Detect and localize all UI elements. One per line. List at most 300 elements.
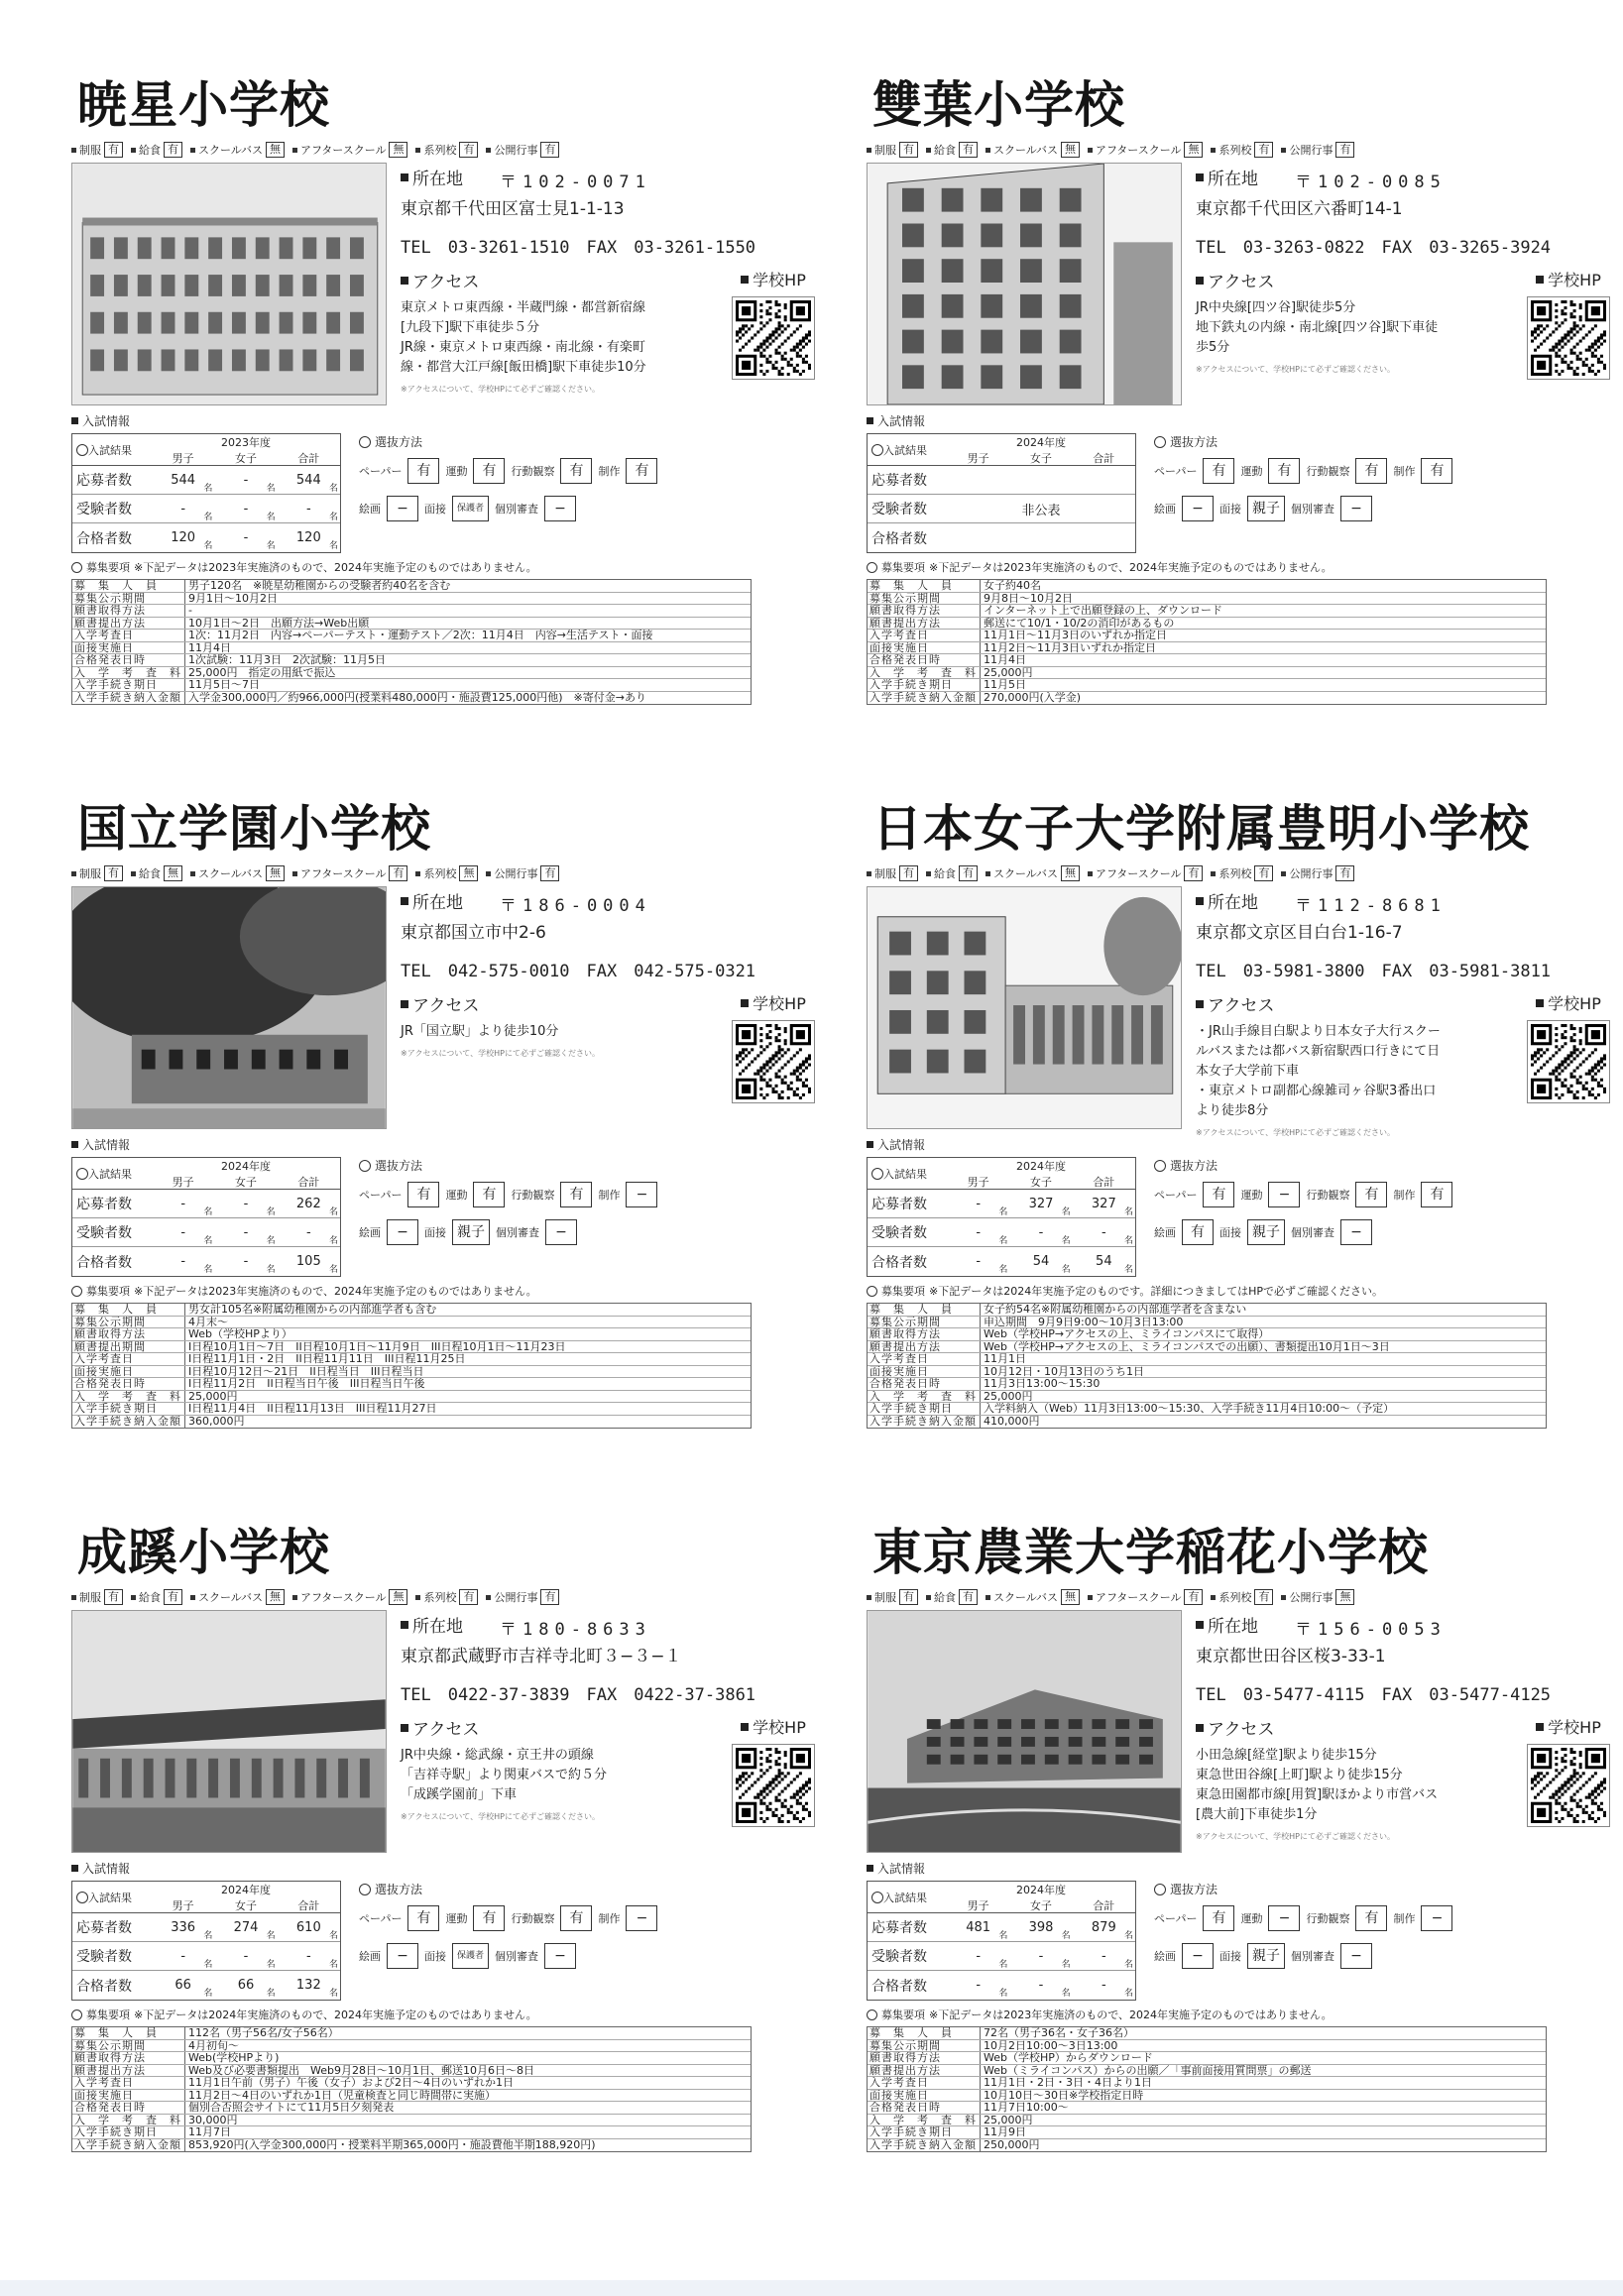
requirements-row (868, 2065, 1546, 2078)
address-label-text: 所在地 (412, 893, 463, 913)
circle-icon (359, 1160, 371, 1172)
bullet-icon (1196, 1000, 1204, 1008)
selection-key: 行動観察 (1306, 465, 1350, 478)
requirements-value: 11月2日〜4日のいずれか1日（児童検査と同じ時間帯に実施） (188, 2089, 496, 2101)
unit-label: 名 (203, 1206, 213, 1217)
selection-key: 面接 (424, 1226, 446, 1239)
qr-code-icon[interactable] (1531, 300, 1606, 376)
qr-code-icon[interactable] (736, 300, 811, 376)
selection-row (359, 1182, 837, 1207)
results-header (868, 1158, 1135, 1190)
requirements-row (72, 1304, 751, 1317)
bullet-icon (131, 148, 136, 153)
feature-tag-label: スクールバス (198, 144, 264, 157)
tel-fax: TEL 03-3261-1510 FAX 03-3261-1550 (401, 238, 756, 258)
requirements-table (867, 579, 1547, 705)
bullet-icon (1536, 1723, 1544, 1731)
requirements-row (72, 2102, 751, 2115)
feature-tag-value: 無 (266, 865, 285, 881)
selection-methods (359, 433, 837, 553)
school-info (387, 163, 837, 410)
requirements-value: 個別合否照会サイトにて11月5日夕刻発表 (188, 2102, 395, 2114)
results-header (72, 1158, 340, 1190)
selection-key: 運動 (445, 1912, 468, 1925)
bullet-icon (926, 148, 931, 153)
requirements-value: Web（学校HP）からダウンロード (984, 2052, 1153, 2064)
selection-key: 絵画 (1154, 1950, 1176, 1963)
selection-key: 運動 (445, 1189, 468, 1202)
feature-tag-value: 無 (1335, 1589, 1354, 1605)
results-row (868, 1218, 1135, 1247)
feature-tag (1088, 865, 1203, 881)
qr-code-icon[interactable] (1531, 1024, 1606, 1099)
bullet-icon (401, 1621, 408, 1629)
results-col-label: 女子 (1029, 451, 1052, 465)
requirements-key: 入学考査日 (868, 630, 981, 641)
selection-row (359, 496, 837, 521)
school-card (71, 1527, 837, 2250)
qr-box[interactable] (732, 296, 815, 380)
feature-tag-value: 有 (959, 1589, 978, 1605)
bullet-icon (1211, 148, 1216, 153)
results-title (72, 1882, 152, 1912)
requirements-value: 25,000円 (984, 666, 1033, 678)
qr-code-icon[interactable] (736, 1748, 811, 1823)
circle-icon (867, 1286, 877, 1297)
requirements-row (868, 1366, 1546, 1379)
requirements-row (72, 1378, 751, 1391)
requirements-row (868, 618, 1546, 631)
requirements-key: 募集公示期間 (868, 593, 981, 605)
school-name (867, 1527, 1435, 1582)
access-line: 東京メトロ東西線・半蔵門線・都営新宿線[九段下]駅下車徒歩５分 (401, 300, 646, 335)
access-note: ※アクセスについて、学校HPにて必ずご確認ください。 (401, 1049, 600, 1058)
selection-value: − (1421, 1905, 1452, 1931)
requirements-row (72, 1366, 751, 1379)
requirements-row (868, 692, 1546, 704)
results-value: - 名 (1038, 1948, 1071, 1970)
school-name-text: 国立学園小学校 (77, 803, 431, 858)
address-label-text: 所在地 (412, 1617, 463, 1637)
school-hp[interactable] (714, 268, 833, 380)
bullet-icon (71, 1595, 76, 1600)
selection-key: ペーパー (359, 465, 403, 478)
feature-tag-value: 有 (1254, 865, 1273, 881)
requirements-key: 募集公示期間 (72, 2040, 185, 2052)
selection-key: 制作 (1393, 1189, 1416, 1202)
bullet-icon (867, 1141, 873, 1148)
feature-tag-value: 無 (389, 142, 407, 158)
results-title (868, 1158, 947, 1189)
results-value: 262 名 (295, 1196, 338, 1217)
feature-tag-label: 給食 (934, 1591, 956, 1604)
requirements-value: 郵送にて10/1・10/2の消印があるもの (984, 617, 1175, 629)
hp-label (1509, 1715, 1623, 1738)
unit-label: 名 (1123, 1206, 1133, 1217)
requirements-row (72, 2115, 751, 2127)
selection-value: 有 (1421, 1182, 1452, 1207)
circle-icon (871, 444, 883, 456)
requirements-row (72, 1341, 751, 1354)
requirements-row (72, 1328, 751, 1341)
access-label-text: アクセス (1208, 273, 1275, 292)
results-value: 105 名 (295, 1254, 338, 1275)
requirements-label (867, 2007, 1623, 2022)
results-value: - 名 (180, 1254, 213, 1275)
unit-label: 名 (203, 1959, 213, 1970)
circle-icon (359, 1884, 371, 1895)
requirements-row (868, 630, 1546, 642)
requirements-key: 入学考査日 (868, 1353, 981, 1365)
requirements-value: 270,000円(入学金) (984, 691, 1082, 704)
requirements-row (72, 2052, 751, 2065)
bullet-icon (1088, 871, 1093, 876)
school-name-text: 成蹊小学校 (77, 1527, 330, 1581)
qr-box[interactable] (1527, 296, 1610, 380)
feature-tag-label: 公開行事 (494, 1591, 538, 1604)
exam-section (71, 1881, 837, 2001)
circle-icon (71, 2009, 82, 2020)
selection-title (1154, 433, 1623, 450)
requirements-label-text: 募集要項 (881, 2009, 925, 2021)
access-line: 「成蹊学園前」下車 (401, 1787, 518, 1802)
qr-box[interactable] (1527, 1020, 1610, 1103)
feature-tag-label: 公開行事 (1289, 867, 1333, 880)
unit-label: 名 (328, 1235, 338, 1246)
feature-tag (292, 865, 407, 881)
feature-tag-label: アフタースクール (1096, 144, 1182, 157)
hp-label (714, 1715, 833, 1738)
selection-value: 有 (407, 458, 439, 484)
feature-tag-label: 給食 (139, 144, 161, 157)
requirements-key: 入学考査日 (72, 1353, 185, 1365)
unit-label: 名 (203, 483, 213, 494)
requirements-row (868, 667, 1546, 680)
hp-label-text: 学校HP (1548, 994, 1601, 1013)
requirements-value: 10月2日10:00〜3日13:00 (984, 2039, 1118, 2051)
school-name (71, 803, 437, 859)
feature-tag (190, 142, 285, 158)
selection-value: − (1340, 496, 1372, 521)
feature-tag-value: 有 (959, 142, 978, 158)
requirements-value: 25,000円 指定の用紙で振込 (188, 666, 336, 678)
selection-key: 面接 (424, 503, 446, 516)
selection-key: 行動観察 (1306, 1189, 1350, 1202)
requirements-row (868, 2040, 1546, 2053)
feature-tag-value: 有 (1254, 1589, 1273, 1605)
bottom-band (0, 2280, 1623, 2296)
results-value: - 名 (243, 472, 276, 494)
access-label-text: アクセス (1208, 996, 1275, 1016)
access-text (1196, 298, 1444, 358)
results-cols (152, 1174, 340, 1190)
results-value: - 名 (180, 1948, 213, 1970)
bullet-icon (71, 1865, 78, 1872)
feature-tag (292, 1589, 407, 1605)
circle-icon (871, 1168, 883, 1180)
school-photo-drawing (72, 887, 386, 1128)
requirements-row (868, 1391, 1546, 1404)
selection-label: 選抜方法 (1170, 1159, 1218, 1173)
selection-key: 制作 (1393, 1912, 1416, 1925)
unit-label: 名 (998, 1989, 1008, 1999)
selection-key: 個別審査 (1291, 1950, 1334, 1963)
feature-tags (867, 1586, 1623, 1608)
selection-value: 保護者 (452, 1943, 489, 1969)
unit-label: 名 (266, 1930, 276, 1941)
feature-tag-label: 制服 (874, 1591, 896, 1604)
bullet-icon (926, 1595, 931, 1600)
selection-value: 有 (560, 1182, 592, 1207)
unit-label: 名 (1061, 1265, 1071, 1275)
results-col-label: 女子 (234, 1175, 257, 1189)
requirements-key: 合格発表日時 (868, 654, 981, 666)
access-line: 「吉祥寺駅」より関東バスで約５分 (401, 1768, 608, 1782)
feature-tag-label: アフタースクール (300, 867, 387, 880)
requirements-key: 面接実施日 (868, 1366, 981, 1378)
requirements-row (868, 1317, 1546, 1329)
feature-tag-value: 有 (104, 1589, 123, 1605)
requirements-key: 募集公示期間 (72, 1317, 185, 1328)
results-row-label: 応募者数 (871, 1197, 927, 1212)
requirements-value: 11月4日 (984, 654, 1026, 666)
circle-icon (76, 1168, 88, 1180)
requirements-row (868, 654, 1546, 667)
qr-code-icon[interactable] (736, 1024, 811, 1099)
selection-key: ペーパー (359, 1189, 403, 1202)
requirements-value: 11月1日・2日・3日・4日より1日 (984, 2077, 1152, 2089)
qr-box[interactable] (1527, 1744, 1610, 1827)
exam-section (71, 433, 837, 553)
feature-tag-value: 有 (104, 865, 123, 881)
selection-row (359, 1219, 837, 1245)
unit-label: 名 (266, 512, 276, 522)
qr-code-icon[interactable] (1531, 1748, 1606, 1823)
requirements-value: 360,000円 (188, 1415, 245, 1428)
requirements-table (867, 1303, 1547, 1429)
requirements-value: 10月10日〜30日※学校指定日時 (984, 2089, 1144, 2101)
selection-title (1154, 1881, 1623, 1897)
school-hp[interactable] (1509, 1715, 1623, 1827)
school-hp[interactable] (1509, 991, 1623, 1103)
selection-key: 運動 (1240, 1189, 1263, 1202)
results-value: 120 名 (171, 530, 213, 551)
results-year-cols (152, 1158, 340, 1189)
feature-tag (71, 142, 123, 158)
bullet-icon (867, 1865, 873, 1872)
requirements-row (868, 593, 1546, 606)
selection-key: 行動観察 (511, 1189, 555, 1202)
requirements-note: ※下記データは2023年実施済のもので、2024年実施予定のものではありません。 (134, 1285, 537, 1298)
school-photo-drawing (868, 887, 1181, 1128)
access-note: ※アクセスについて、学校HPにて必ずご確認ください。 (401, 385, 600, 394)
bullet-icon (71, 148, 76, 153)
requirements-table (71, 1303, 752, 1429)
requirements-value: 入学料納入（Web）11月3日13:00〜15:30、入学手続き11月4日10:00〜（予定） (984, 1403, 1395, 1415)
feature-tag-value: 無 (164, 865, 182, 881)
school-top (71, 1610, 837, 1858)
requirements-label-text: 募集要項 (881, 561, 925, 574)
feature-tags (867, 862, 1623, 884)
feature-tag-value: 有 (899, 142, 918, 158)
feature-tag-value: 無 (1061, 1589, 1080, 1605)
requirements-value: 11月1日午前（男子）午後（女子）および2日〜4日のいずれか1日 (188, 2077, 514, 2089)
bullet-icon (1196, 897, 1204, 905)
requirements-row (72, 618, 751, 631)
bullet-icon (401, 277, 408, 285)
results-value: - 名 (180, 1196, 213, 1217)
unit-label: 名 (203, 1930, 213, 1941)
exam-info-label (71, 412, 837, 429)
requirements-value: 4月末〜 (188, 1316, 228, 1327)
feature-tag-value: 有 (959, 865, 978, 881)
school-card (71, 79, 837, 803)
access-line: JR「国立駅」より徒歩10分 (401, 1024, 559, 1039)
results-row (72, 1913, 340, 1942)
results-col-label: 男子 (172, 1175, 194, 1189)
results-value: 非公表 (1021, 503, 1061, 518)
school-name (867, 79, 1131, 135)
school-card (867, 1527, 1623, 2250)
requirements-value: 女子約54名※附属幼稚園からの内部進学者を含まない (984, 1304, 1247, 1316)
requirements-key: 入学手続き期日 (868, 679, 981, 691)
school-photo (867, 886, 1182, 1129)
requirements-label (867, 1283, 1623, 1299)
bullet-icon (1088, 148, 1093, 153)
bullet-icon (1196, 173, 1204, 181)
selection-key: 絵画 (359, 1226, 381, 1239)
requirements-key: 入 学 考 査 料 (72, 1391, 185, 1403)
bullet-icon (741, 276, 749, 284)
results-row-label: 応募者数 (76, 1920, 132, 1936)
feature-tag-value: 無 (1061, 142, 1080, 158)
feature-tag-label: 系列校 (423, 144, 457, 157)
selection-key: 制作 (598, 1912, 621, 1925)
requirements-row (72, 2040, 751, 2053)
requirements-value: 4月初旬〜 (188, 2039, 239, 2051)
results-header (72, 434, 340, 466)
requirements-value: 入学金300,000円／約966,000円(授業料480,000円・施設費125,000円他) ※寄付金→あり (188, 691, 646, 704)
circle-icon (359, 436, 371, 448)
requirements-key: 面接実施日 (72, 2090, 185, 2102)
feature-tag (926, 865, 978, 881)
requirements-value: 9月8日〜10月2日 (984, 592, 1073, 604)
requirements-row (868, 2126, 1546, 2139)
requirements-value: 72名（男子36名・女子36名） (984, 2027, 1134, 2039)
bullet-icon (71, 417, 78, 424)
feature-tag (1211, 1589, 1273, 1605)
feature-tag-value: 有 (1184, 1589, 1203, 1605)
results-header (868, 434, 1135, 466)
selection-label: 選抜方法 (375, 1883, 423, 1896)
selection-key: 個別審査 (495, 1950, 539, 1963)
requirements-key: 入 学 考 査 料 (72, 667, 185, 679)
results-row-label: 受験者数 (76, 502, 132, 517)
selection-value: 親子 (1247, 496, 1285, 521)
bullet-icon (415, 1595, 420, 1600)
results-row (72, 1247, 340, 1276)
bullet-icon (1536, 276, 1544, 284)
requirements-value: 250,000円 (984, 2138, 1040, 2151)
selection-row (1154, 1182, 1623, 1207)
requirements-label-text: 募集要項 (86, 2009, 130, 2021)
bullet-icon (401, 1724, 408, 1732)
requirements-note: ※下記データは2024年実施予定のものです。詳細につきましてはHPで必ずご確認ください。 (929, 1285, 1384, 1298)
selection-key: 運動 (1240, 465, 1263, 478)
requirements-row (72, 2027, 751, 2040)
school-name-text: 東京農業大学稲花小学校 (872, 1527, 1429, 1581)
feature-tag (190, 865, 285, 881)
qr-box[interactable] (732, 1020, 815, 1103)
selection-key: 個別審査 (1291, 1226, 1334, 1239)
requirements-key: 入学考査日 (72, 2077, 185, 2089)
results-col-label: 合計 (297, 1898, 320, 1912)
results-row-label: 応募者数 (871, 1920, 927, 1936)
school-hp[interactable] (714, 991, 833, 1103)
results-header (868, 1882, 1135, 1913)
unit-label: 名 (328, 1959, 338, 1970)
exam-info-label (867, 1136, 1623, 1153)
requirements-note: ※下記データは2023年実施済のもので、2024年実施予定のものではありません。 (134, 561, 537, 574)
requirements-key: 入学手続き納入金額 (72, 1416, 185, 1428)
requirements-row (868, 605, 1546, 618)
school-photo-drawing (72, 164, 386, 404)
feature-tag (985, 1589, 1080, 1605)
access-line: JR中央線[四ツ谷]駅徒歩5分 (1196, 300, 1356, 315)
feature-tag (985, 142, 1080, 158)
feature-tag-label: アフタースクール (1096, 867, 1182, 880)
results-year: 2024年度 (1016, 1883, 1066, 1896)
hp-label-text: 学校HP (753, 1718, 806, 1737)
requirements-label-text: 募集要項 (86, 561, 130, 574)
requirements-value: 11月7日 (188, 2126, 231, 2138)
results-value: 544 名 (171, 472, 213, 494)
requirements-value: - (188, 605, 192, 617)
feature-tag-value: 有 (540, 865, 559, 881)
requirements-value: Web(学校HPより) (188, 2052, 280, 2064)
qr-box[interactable] (732, 1744, 815, 1827)
results-table (867, 1157, 1136, 1277)
results-row (72, 495, 340, 523)
feature-tag-label: 給食 (139, 867, 161, 880)
bullet-icon (190, 148, 195, 153)
bullet-icon (1281, 871, 1286, 876)
results-year-cols (947, 434, 1135, 465)
results-col-label: 男子 (967, 451, 989, 465)
requirements-key: 入学手続き期日 (72, 679, 185, 691)
bullet-icon (1281, 148, 1286, 153)
bullet-icon (486, 1595, 491, 1600)
requirements-row (868, 1341, 1546, 1354)
school-hp[interactable] (1509, 268, 1623, 380)
requirements-key: 面接実施日 (72, 642, 185, 654)
unit-label: 名 (266, 541, 276, 551)
results-value: 879 名 (1091, 1919, 1133, 1941)
results-row-label: 合格者数 (76, 1978, 132, 1995)
results-year-cols (152, 1882, 340, 1912)
requirements-key: 入学手続き期日 (72, 1403, 185, 1415)
requirements-row (72, 2077, 751, 2090)
requirements-key: 入学手続き納入金額 (72, 692, 185, 704)
school-hp[interactable] (714, 1715, 833, 1827)
requirements-value: Web（学校HP→アクセスの上、ミライコンパスでの出願）、書類提出10月1日〜3日 (984, 1340, 1390, 1352)
results-row (868, 1942, 1135, 1971)
feature-tag-value: 有 (389, 865, 407, 881)
selection-key: 制作 (1393, 465, 1416, 478)
selection-key: 面接 (1219, 1950, 1241, 1963)
bullet-icon (741, 999, 749, 1007)
results-value: - 名 (243, 1224, 276, 1246)
